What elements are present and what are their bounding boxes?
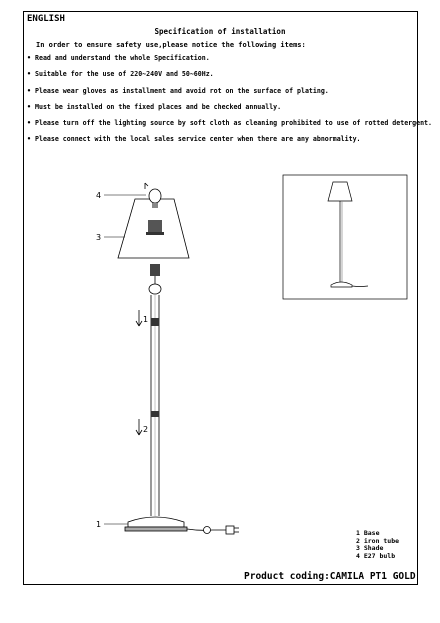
parts-item: 3 Shade (356, 544, 384, 552)
plug-icon (226, 526, 234, 534)
instruction-item: • Read and understand the whole Specification. (27, 54, 432, 70)
step-arrow-upper (136, 310, 142, 326)
callout-shade: 3 (96, 233, 102, 242)
instruction-item: • Must be installed on the fixed places and be checked annually. (27, 103, 432, 119)
instruction-item: • Suitable for the use of 220~240V and 50~60Hz. (27, 70, 432, 86)
page-title: Specification of installation (154, 27, 286, 36)
step-label-upper: 1 (143, 315, 149, 324)
parts-item: 2 iron tube (356, 536, 400, 545)
lamp-base (125, 517, 187, 531)
parts-list (356, 530, 399, 560)
parts-item: 1 Base (356, 529, 380, 537)
instruction-item: • Please wear gloves as installment and avoid rot on the surface of plating. (27, 87, 432, 103)
iron-tube (151, 295, 159, 516)
assembled-lamp-preview (283, 175, 407, 299)
step-arrow-lower (136, 419, 142, 435)
step-label-lower: 2 (143, 425, 149, 434)
callout-base: 1 (96, 520, 102, 529)
language-label: ENGLISH (27, 14, 65, 24)
instruction-item: • Please connect with the local sales service center when there are any abnormality. (27, 135, 432, 151)
tube-joint (150, 264, 160, 276)
floor-lamp-drawing (104, 183, 239, 534)
instruction-item: • Please turn off the lighting source by soft cloth as cleaning prohibited to use of rotted detergent. (27, 119, 432, 135)
callout-bulb: 4 (96, 191, 102, 200)
intro-text: In order to ensure safety use,please notice the following items: (36, 41, 306, 49)
socket (148, 220, 162, 232)
product-coding: Product coding:CAMILA PT1 GOLD (244, 571, 416, 582)
parts-item: 4 E27 bulb (356, 551, 396, 560)
